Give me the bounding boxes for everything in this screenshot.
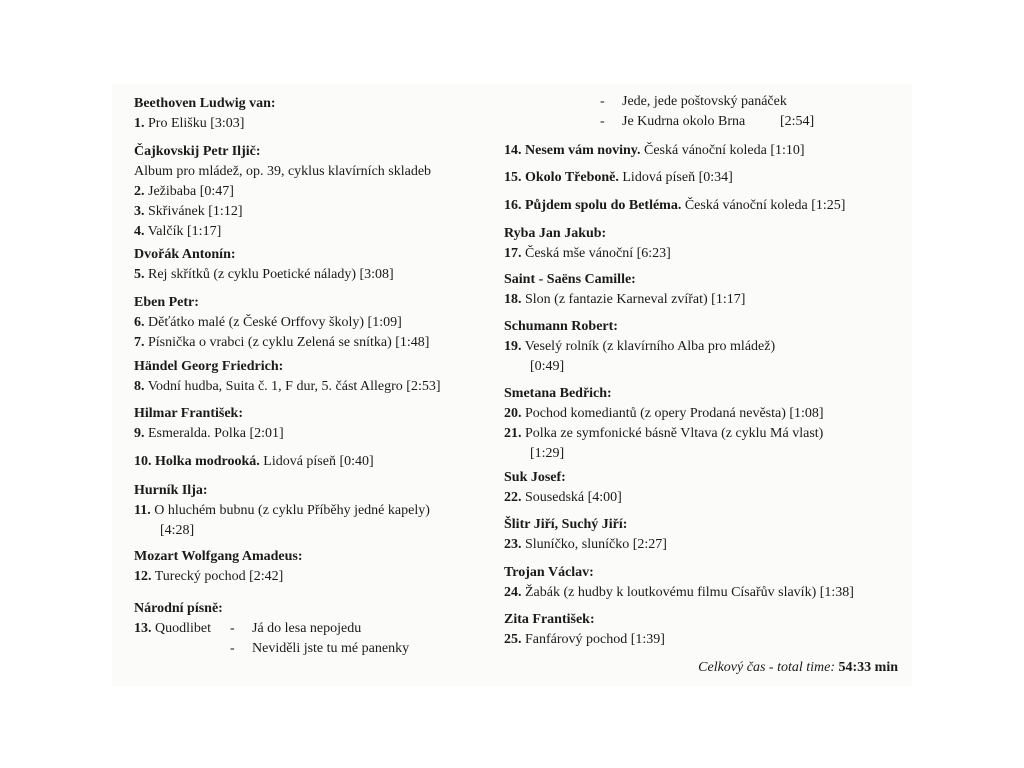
track-number: 3. — [134, 204, 145, 219]
track-22 — [504, 488, 904, 508]
track-number: 22. — [504, 490, 522, 505]
track-text: Vodní hudba, Suita č. 1, F dur, 5. část Allegro [2:53] — [147, 379, 441, 394]
composer-name: Národní písně: — [134, 601, 223, 616]
composer-name: Beethoven Ludwig van: — [134, 96, 276, 111]
song-line-3 — [504, 92, 904, 112]
track-17 — [504, 244, 904, 264]
composer-name: Dvořák Antonín: — [134, 247, 236, 262]
composer-name: Suk Josef: — [504, 470, 566, 485]
track-11 — [134, 501, 504, 521]
track-text: Valčík [1:17] — [147, 224, 222, 239]
track-text: Polka ze symfonické básně Vltava (z cyklu Má vlast) — [525, 426, 824, 441]
composer-hilmar — [134, 404, 504, 444]
track-8 — [134, 377, 504, 397]
track-10-line — [134, 452, 504, 472]
composer-schumann — [504, 317, 904, 377]
total-time-label: Celkový čas - total time: — [698, 660, 835, 675]
track-title: Holka modrooká. — [155, 454, 260, 469]
track-9 — [134, 424, 504, 444]
composer-name: Čajkovskij Petr Iljič: — [134, 144, 261, 159]
track-18 — [504, 290, 904, 310]
track-time: [2:54] — [780, 114, 815, 129]
composer-name: Smetana Bedřich: — [504, 386, 612, 401]
composer-handel — [134, 357, 504, 397]
track-number: 4. — [134, 224, 145, 239]
track-21 — [504, 424, 904, 444]
composer-narodni — [134, 599, 504, 659]
track-title: Půjdem spolu do Betléma. — [525, 198, 682, 213]
track-1 — [134, 114, 504, 134]
track-time: [1:29] — [530, 446, 565, 461]
track-title: Okolo Třeboně. — [525, 170, 619, 185]
track-text: Česká vánoční koleda [1:10] — [644, 143, 805, 158]
track-15-line — [504, 168, 904, 188]
composer-name: Trojan Václav: — [504, 565, 594, 580]
composer-dvorak — [134, 245, 504, 285]
total-time — [698, 660, 898, 676]
track-text: Fanfárový pochod [1:39] — [525, 632, 665, 647]
composer-name: Hurník Ilja: — [134, 483, 208, 498]
tracklist-page — [112, 84, 912, 686]
song-3: Jede, jede poštovský panáček — [622, 94, 787, 109]
track-text: Rej skřítků (z cyklu Poetické nálady) [3:08] — [148, 267, 394, 282]
track-number: 7. — [134, 335, 145, 350]
track-2 — [134, 182, 504, 202]
track-23 — [504, 535, 904, 555]
track-text: O hluchém bubnu (z cyklu Příběhy jedné kapely) — [154, 503, 430, 518]
track-text: Děťátko malé (z České Orffovy školy) [1:09] — [148, 315, 402, 330]
track-time: [4:28] — [160, 523, 195, 538]
track-number: 1. — [134, 116, 145, 131]
composer-slitr-suchy — [504, 515, 904, 555]
track-number: 13. — [134, 621, 152, 636]
track-number: 6. — [134, 315, 145, 330]
track-19 — [504, 337, 904, 357]
track-number: 23. — [504, 537, 522, 552]
composer-name: Saint - Saëns Camille: — [504, 272, 636, 287]
composer-saint-saens — [504, 270, 904, 310]
composer-name: Schumann Robert: — [504, 319, 618, 334]
track-20 — [504, 404, 904, 424]
track-number: 8. — [134, 379, 145, 394]
composer-trojan — [504, 563, 904, 603]
album-intro: Album pro mládež, op. 39, cyklus klavírních skladeb — [134, 164, 432, 179]
song-2: Neviděli jste tu mé panenky — [252, 641, 410, 656]
track-text: Lidová píseň [0:40] — [263, 454, 374, 469]
track-number: 11. — [134, 503, 151, 518]
track-number: 17. — [504, 246, 522, 261]
track-14-line — [504, 141, 904, 161]
track-number: 5. — [134, 267, 145, 282]
track-14 — [504, 141, 904, 161]
composer-name: Zita František: — [504, 612, 595, 627]
track-number: 20. — [504, 406, 522, 421]
track-number: 24. — [504, 585, 522, 600]
track-text: Žabák (z hudby k loutkovému filmu Císařův slavík) [1:38] — [525, 585, 854, 600]
composer-zita — [504, 610, 904, 650]
track-text: Pro Elišku [3:03] — [148, 116, 245, 131]
track-number: 16. — [504, 198, 522, 213]
track-text: Sousedská [4:00] — [525, 490, 622, 505]
track-text: Slon (z fantazie Karneval zvířat) [1:17] — [525, 292, 746, 307]
composer-ryba — [504, 224, 904, 264]
track-number: 21. — [504, 426, 522, 441]
track-text: Esmeralda. Polka [2:01] — [148, 426, 284, 441]
total-time-value: 54:33 min — [838, 660, 898, 675]
song-1: Já do lesa nepojedu — [252, 621, 362, 636]
track-16 — [504, 196, 904, 216]
track-number: 25. — [504, 632, 522, 647]
track-15 — [504, 168, 904, 188]
track-4 — [134, 222, 504, 242]
composer-name: Hilmar František: — [134, 406, 244, 421]
dash: - — [600, 94, 605, 109]
track-13-continued — [504, 92, 904, 132]
composer-name: Ryba Jan Jakub: — [504, 226, 607, 241]
track-text: Česká vánoční koleda [1:25] — [684, 198, 846, 213]
track-number: 12. — [134, 569, 152, 584]
track-5 — [134, 265, 504, 285]
track-text: Lidová píseň [0:34] — [622, 170, 733, 185]
composer-eben — [134, 293, 504, 353]
composer-name: Mozart Wolfgang Amadeus: — [134, 549, 303, 564]
track-number: 18. — [504, 292, 522, 307]
composer-suk — [504, 468, 904, 508]
track-12 — [134, 567, 504, 587]
track-number: 2. — [134, 184, 145, 199]
track-3 — [134, 202, 504, 222]
track-number: 19. — [504, 339, 522, 354]
track-time: [0:49] — [530, 359, 565, 374]
dash: - — [230, 641, 235, 656]
song-line-2 — [134, 639, 504, 659]
track-number: 10. — [134, 454, 152, 469]
track-16-line — [504, 196, 904, 216]
track-title: Nesem vám noviny. — [525, 143, 641, 158]
dash: - — [600, 114, 605, 129]
track-text: Veselý rolník (z klavírního Alba pro mládež) — [524, 339, 776, 354]
composer-hurnik — [134, 481, 504, 541]
composer-name: Händel Georg Friedrich: — [134, 359, 284, 374]
track-7 — [134, 333, 504, 353]
track-text: Skřivánek [1:12] — [148, 204, 243, 219]
composer-smetana — [504, 384, 904, 464]
track-10 — [134, 452, 504, 472]
track-text: Pochod komediantů (z opery Prodaná nevěsta) [1:08] — [525, 406, 824, 421]
track-text: Turecký pochod [2:42] — [154, 569, 284, 584]
composer-beethoven — [134, 94, 504, 134]
track-25 — [504, 630, 904, 650]
composer-mozart — [134, 547, 504, 587]
track-24 — [504, 583, 904, 603]
song-4: Je Kudrna okolo Brna — [622, 114, 746, 129]
track-number: 15. — [504, 170, 522, 185]
track-number: 14. — [504, 143, 522, 158]
track-text: Písnička o vrabci (z cyklu Zelená se snítka) [1:48] — [148, 335, 430, 350]
composer-name: Šlitr Jiří, Suchý Jiří: — [504, 517, 628, 532]
track-6 — [134, 313, 504, 333]
composer-cajkovskij — [134, 142, 504, 242]
track-13 — [134, 619, 504, 639]
track-number: 9. — [134, 426, 145, 441]
dash: - — [230, 621, 235, 636]
composer-name: Eben Petr: — [134, 295, 199, 310]
song-line-4 — [504, 112, 904, 132]
track-title: Quodlibet — [155, 621, 211, 636]
track-text: Ježibaba [0:47] — [148, 184, 234, 199]
track-text: Sluníčko, sluníčko [2:27] — [525, 537, 667, 552]
track-text: Česká mše vánoční [6:23] — [525, 246, 671, 261]
